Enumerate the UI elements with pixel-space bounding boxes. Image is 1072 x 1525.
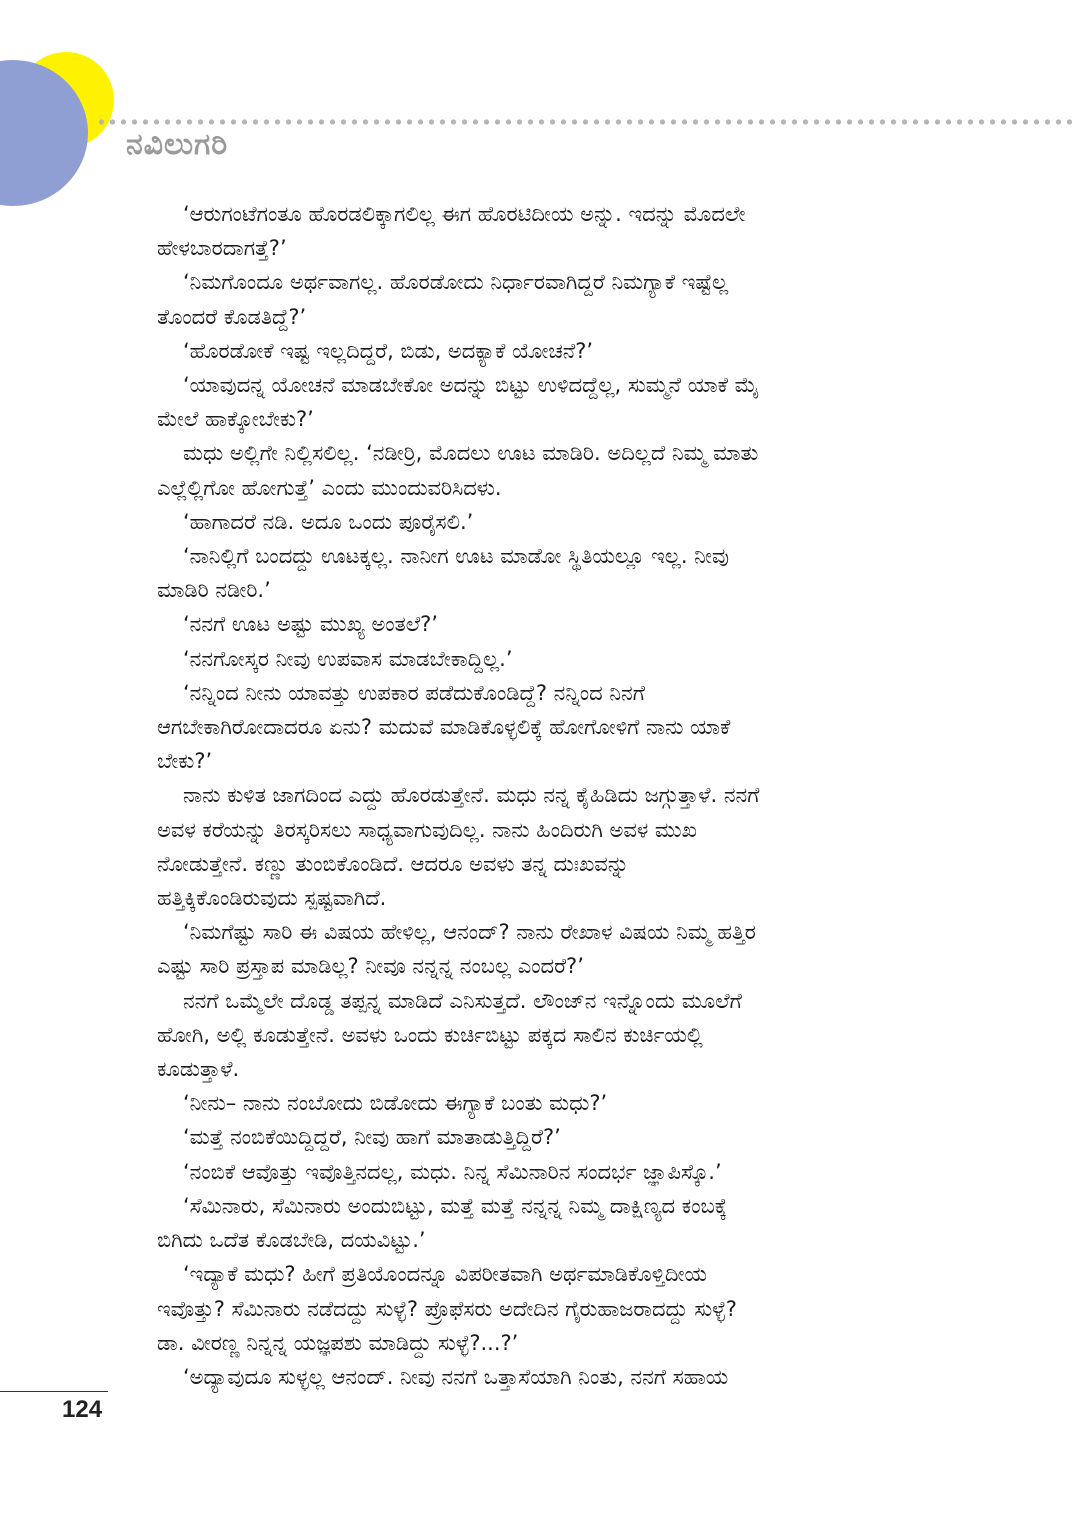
paragraph: ನಾನು ಕುಳಿತ ಜಾಗದಿಂದ ಎದ್ದು ಹೊರಡುತ್ತೇನೆ. ಮಧು ನನ್ನ ಕೈಹಿಡಿದು ಜಗ್ಗುತ್ತಾಳೆ. ನನಗೆ ಅವಳ ಕರೆಯನ್ನು ತಿರಸ್ಕರಿಸಲು ಸಾಧ್ಯವಾಗುವುದಿಲ್ಲ. ನಾನು ಹಿಂದಿರುಗಿ ಅವಳ ಮುಖ ನೋಡುತ್ತೇನೆ. ಕಣ್ಣು ತುಂಬಿಕೊಂಡಿದೆ. ಆದರೂ ಅವಳು ತನ್ನ ದುಃಖವನ್ನು ಹತ್ತಿಕ್ಕಿಕೊಂಡಿರುವುದು ಸ್ಪಷ್ಟವಾಗಿದೆ. [157, 783, 760, 911]
paragraph: ‘ನೀನು– ನಾನು ನಂಬೋದು ಬಿಡೋದು ಈಗ್ಯಾಕೆ ಬಂತು ಮಧು?’ [183, 1091, 608, 1116]
dotted-header-rule [96, 118, 1072, 126]
paragraph: ‘ನಾನಿಲ್ಲಿಗೆ ಬಂದದ್ದು ಊಟಕ್ಕಲ್ಲ. ನಾನೀಗ ಊಟ ಮಾಡೋ ಸ್ಥಿತಿಯಲ್ಲೂ ಇಲ್ಲ. ನೀವು ಮಾಡಿರಿ ನಡೀರಿ.’ [157, 544, 730, 603]
paragraph: ‘ಮತ್ತೆ ನಂಬಿಕೆಯಿದ್ದಿದ್ದರೆ, ನೀವು ಹಾಗೆ ಮಾತಾಡುತ್ತಿದ್ದಿರೆ?’ [183, 1125, 561, 1150]
paragraph: ‘ಹಾಗಾದರೆ ನಡಿ. ಅದೂ ಒಂದು ಪೂರೈಸಲಿ.’ [183, 509, 474, 534]
paragraph: ‘ನನ್ನಿಂದ ನೀನು ಯಾವತ್ತು ಉಪಕಾರ ಪಡೆದುಕೊಂಡಿದ್ದೆ? ನನ್ನಿಂದ ನಿನಗೆ ಆಗಬೇಕಾಗಿರೋದಾದರೂ ಏನು? ಮದುವೆ ಮಾಡಿಕೊಳ್ಳಲಿಕ್ಕೆ ಹೋಗೋಳಿಗೆ ನಾನು ಯಾಕೆ ಬೇಕು?’ [157, 680, 731, 774]
paragraph: ‘ಸೆಮಿನಾರು, ಸೆಮಿನಾರು ಅಂದುಬಿಟ್ಟು, ಮತ್ತೆ ಮತ್ತೆ ನನ್ನನ್ನ ನಿಮ್ಮ ದಾಕ್ಷಿಣ್ಯದ ಕಂಬಕ್ಕೆ ಬಿಗಿದು ಒದೆತ ಕೊಡಬೇಡಿ, ದಯವಿಟ್ಟು.’ [157, 1193, 728, 1253]
body-text [157, 197, 908, 1394]
running-header-title: ನವಿಲುಗರಿ [126, 127, 229, 162]
paragraph: ‘ನನಗೆ ಊಟ ಅಷ್ಟು ಮುಖ್ಯ ಅಂತಲೆ?’ [183, 612, 438, 637]
paragraph: ‘ಇದ್ಯಾಕೆ ಮಧು? ಹೀಗೆ ಪ್ರತಿಯೊಂದನ್ನೂ ವಿಪರೀತವಾಗಿ ಅರ್ಥಮಾಡಿಕೊಳ್ತಿದೀಯ ಇವೊತ್ತು? ಸೆಮಿನಾರು ನಡೆದದ್ದು ಸುಳ್ಳೆ? ಪ್ರೊಫೆಸರು ಅದೇದಿನ ಗೈರುಹಾಜರಾದದ್ದು ಸುಳ್ಳೆ? ಡಾ. ವೀರಣ್ಣ ನಿನ್ನನ್ನ ಯಜ್ಞಪಶು ಮಾಡಿದ್ದು ಸುಳ್ಳೆ?...?’ [157, 1262, 737, 1355]
paragraph: ‘ಆರುಗಂಟೆಗಂತೂ ಹೊರಡಲಿಕ್ಕಾಗಲಿಲ್ಲ ಈಗ ಹೊರಟಿದೀಯ ಅನ್ನು. ಇದನ್ನು ಮೊದಲೇ ಹೇಳಬಾರದಾಗತ್ತೆ?’ [157, 202, 746, 261]
paragraph: ಮಧು ಅಲ್ಲಿಗೇ ನಿಲ್ಲಿಸಲಿಲ್ಲ. ‘ನಡೀರ್ರಿ, ಮೊದಲು ಊಟ ಮಾಡಿರಿ. ಅದಿಲ್ಲದೆ ನಿಮ್ಮ ಮಾತು ಎಲ್ಲೆಲ್ಲಿಗೋ ಹೋಗುತ್ತೆ’ ಎಂದು ಮುಂದುವರಿಸಿದಳು. [157, 441, 759, 500]
footer-rule [0, 1391, 108, 1392]
paragraph: ‘ಅದ್ಯಾವುದೂ ಸುಳ್ಳಲ್ಲ ಆನಂದ್. ನೀವು ನನಗೆ ಒತ್ತಾಸೆಯಾಗಿ ನಿಂತು, ನನಗೆ ಸಹಾಯ [183, 1364, 729, 1389]
paragraph: ‘ನಿಮಗೊಂದೂ ಅರ್ಥವಾಗಲ್ಲ. ಹೊರಡೋದು ನಿರ್ಧಾರವಾಗಿದ್ದರೆ ನಿಮಗ್ಯಾಕೆ ಇಷ್ಟೆಲ್ಲ ತೊಂದರೆ ಕೊಡತಿದ್ದೆ?’ [157, 270, 729, 329]
paragraph: ‘ಯಾವುದನ್ನ ಯೋಚನೆ ಮಾಡಬೇಕೋ ಅದನ್ನು ಬಿಟ್ಟು ಉಳಿದದ್ದೆಲ್ಲ, ಸುಮ್ಮನೆ ಯಾಕೆ ಮೈ ಮೇಲೆ ಹಾಕ್ಕೋಬೇಕು?’ [157, 373, 759, 432]
paragraph: ‘ನನಗೋಸ್ಕರ ನೀವು ಉಪವಾಸ ಮಾಡಬೇಕಾದ್ದಿಲ್ಲ.’ [183, 646, 513, 671]
page-number: 124 [62, 1396, 103, 1423]
paragraph: ‘ಹೊರಡೋಕೆ ಇಷ್ಟ ಇಲ್ಲದಿದ್ದರೆ, ಬಿಡು, ಅದಕ್ಯಾಕೆ ಯೋಚನೆ?’ [183, 338, 594, 363]
paragraph: ‘ನಿಮಗೆಷ್ಟು ಸಾರಿ ಈ ವಿಷಯ ಹೇಳಿಲ್ಲ, ಆನಂದ್? ನಾನು ರೇಖಾಳ ವಿಷಯ ನಿಮ್ಮ ಹತ್ತಿರ ಎಷ್ಟು ಸಾರಿ ಪ್ರಸ್ತಾಪ ಮಾಡಿಲ್ಲ? ನೀವೂ ನನ್ನನ್ನ ನಂಬಲ್ಲ ಎಂದರೆ?’ [157, 920, 756, 979]
paragraph: ‘ನಂಬಿಕೆ ಆವೊತ್ತು ಇವೊತ್ತಿನದಲ್ಲ, ಮಧು. ನಿನ್ನ ಸೆಮಿನಾರಿನ ಸಂದರ್ಭ ಜ್ಞಾಪಿಸ್ಕೊ.’ [183, 1159, 722, 1184]
paragraph: ನನಗೆ ಒಮ್ಮೆಲೇ ದೊಡ್ಡ ತಪ್ಪನ್ನ ಮಾಡಿದೆ ಎನಿಸುತ್ತದೆ. ಲೌಂಜ್‌ನ ಇನ್ನೊಂದು ಮೂಲೆಗೆ ಹೋಗಿ, ಅಲ್ಲಿ ಕೂಡುತ್ತೇನೆ. ಅವಳು ಒಂದು ಕುರ್ಚಿಬಿಟ್ಟು ಪಕ್ಕದ ಸಾಲಿನ ಕುರ್ಚಿಯಲ್ಲಿ ಕೂಡುತ್ತಾಳೆ. [157, 988, 742, 1082]
